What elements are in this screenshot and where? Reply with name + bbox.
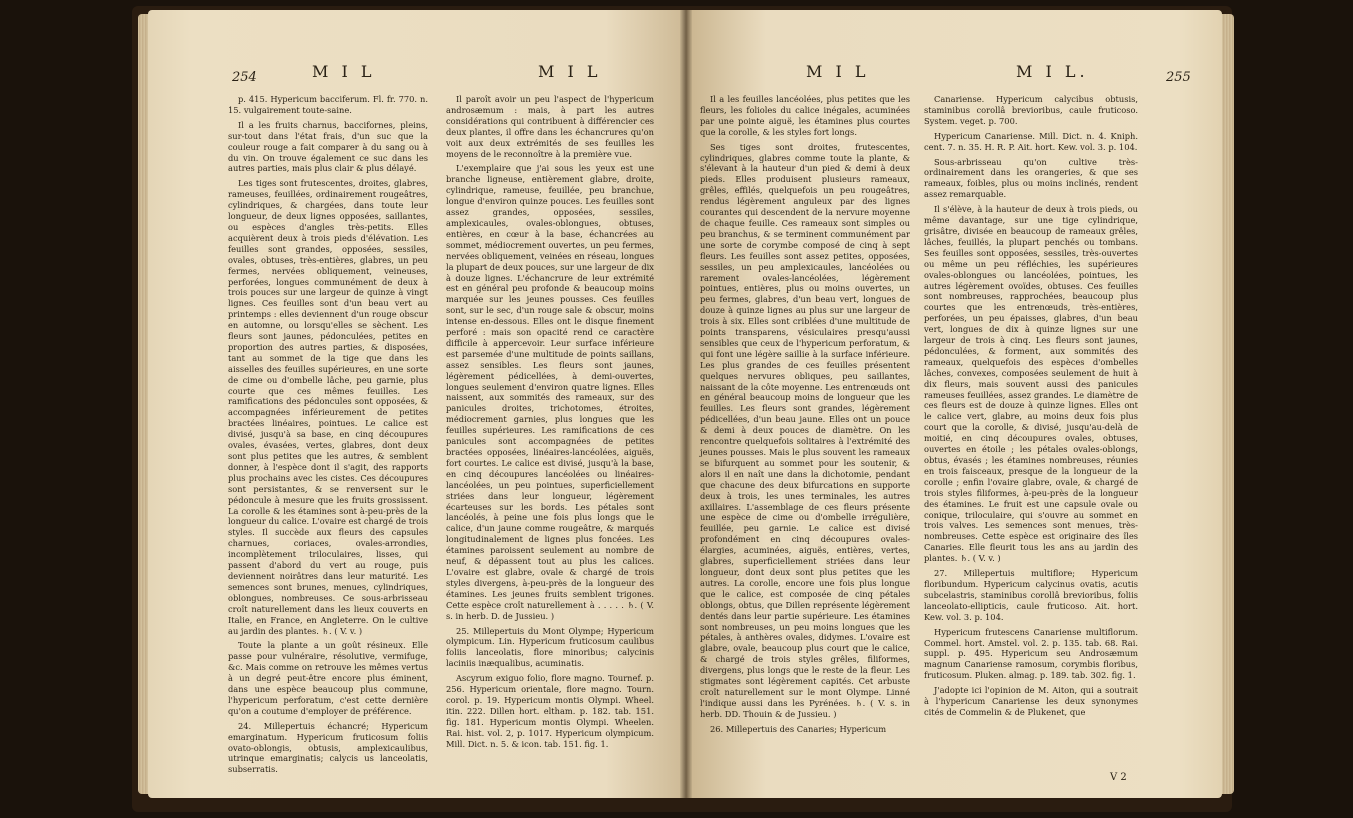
paragraph: 27. Millepertuis multiflore; Hypericum floribundum. Hypericum calycinus ovatis, acutis subcelastris, staminibus corollâ brevioribus, foliis lanceolato-ellipticis, caule fruticoso. Ait. hort. Kew. vol. 3. p. 104. xyxy=(924,568,1138,622)
paragraph: J'adopte ici l'opinion de M. Aiton, qui a soutrait à l'hypericum Canariense les deux synonymes cités de Commelin & de Plukenet, que xyxy=(924,685,1138,717)
page-edges-right xyxy=(1222,14,1234,794)
paragraph: Toute la plante a un goût résineux. Elle passe pour vulnéraire, résolutive, vermifuge, &c. Mais comme on retrouve les mêmes vertus à un degré peut-être encore plus éminent, dans une espèce beaucoup plus commune, l'hypericum perforatum, c'est cette dernière qu'on a coutume d'employer de préférence. xyxy=(228,640,428,716)
paragraph: 24. Millepertuis échancré; Hypericum emarginatum. Hypericum fruticosum foliis ovato-oblongis, obtusis, amplexicaulibus, utrinque emarginatis; calycis us lanceolatis, subserratis. xyxy=(228,720,428,775)
paragraph: Il a les fruits charnus, baccifornes, pleins, sur-tout dans l'état frais, d'un suc que la couleur rouge a fait comparer à du sang ou à du vin. On trouve également ce suc dans les autres parties, mais plus clair & plus délayé. xyxy=(228,119,428,174)
right-page-column-1 xyxy=(700,94,910,739)
right-page-number: 255 xyxy=(1166,70,1191,85)
paragraph: Il paroît avoir un peu l'aspect de l'hypericum androsæmum : mais, à part les autres considérations qui contribuent à différencier ces deux plantes, il offre dans les échancrures qu'on voit aux deux extrémités de ses feuilles les moyens de le reconnoître à la première vue. xyxy=(446,94,654,159)
paragraph: p. 415. Hypericum bacciferum. Fl. fr. 770. n. 15. vulgairement toute-saine. xyxy=(228,94,428,115)
paragraph: Hypericum Canariense. Mill. Dict. n. 4. Kniph. cent. 7. n. 35. H. R. P. Ait. hort. Kew. vol. 3. p. 104. xyxy=(924,130,1138,152)
book-gutter xyxy=(680,10,692,798)
paragraph: Il a les feuilles lancéolées, plus petites que les fleurs, les folioles du calice inégales, acuminées par une pointe aiguë, les étamines plus courtes que la corolle, & les styles fort longs. xyxy=(700,94,910,137)
paragraph: Sous-arbrisseau qu'on cultive très-ordinairement dans les orangeries, & que ses rameaux, foibles, plus ou moins inclinés, rendent assez remarquable. xyxy=(924,156,1138,200)
paragraph: Les tiges sont frutescentes, droites, glabres, rameuses, feuillées, ordinairement rougeâtres, cylindriques, & chargées, dans toute leur longueur, de deux lignes opposées, saillantes, ou espèces d'angles très-petits. Elles acquièrent deux à trois pieds d'élévation. Les feuilles sont grandes, opposées, sessiles, ovales, obtuses, très-entières, glabres, un peu fermes, nervées obliquement, veineuses, perforées, longues communément de deux à trois pouces sur une largeur de quinze à vingt lignes. Ces feuilles sont d'un beau vert au printemps : elles deviennent d'un rouge obscur en automne, ou lorsqu'elles se sèchent. Les fleurs sont jaunes, pédonculées, petites en proportion des autres parties, & disposées, tant au sommet de la tige que dans les aisselles des feuilles supérieures, en une sorte de cime ou d'ombelle lâche, peu garnie, plus courte que ces mêmes feuilles. Les ramifications des pédoncules sont opposées, & accompagnées inférieurement de petites bractées linéaires, pointues. Le calice est divisé, jusqu'à sa base, en cinq découpures ovales, évasées, vertes, glabres, dont deux sont plus petites que les autres, & semblent donner, à l'espèce dont il s'agit, des rapports plus prochains avec les cistes. Ces découpures sont persistantes, & se renversent sur le pédoncule à mesure que les fruits grossissent. La corolle & les étamines sont à-peu-près de la longueur du calice. L'ovaire est chargé de trois styles. Il succède aux fleurs des capsules charnues, coriaces, ovales-arrondies, incomplètement triloculaires, lisses, qui passent d'abord du vert au rouge, puis deviennent noirâtres dans leur maturité. Les semences sont brunes, menues, cylindriques, oblongues, nombreuses. Ce sous-arbrisseau croît naturellement dans les lieux couverts en Italie, en France, en Angleterre. On le cultive au jardin des plantes. ♄. ( V. v. ) xyxy=(228,178,428,636)
signature-mark: V 2 xyxy=(1110,772,1127,783)
left-page-column-2 xyxy=(446,94,654,753)
right-page-column-2 xyxy=(924,94,1138,722)
paragraph: Ascyrum exiguo folio, flore magno. Tournef. p. 256. Hypericum orientale, flore magno. Tourn. corol. p. 19. Hypericum montis Olympi. Wheel. itin. 222. Dillen hort. eltham. p. 182. tab. 151. fig. 181. Hypericum montis Olympi. Wheelen. Rai. hist. vol. 2, p. 1017. Hypericum olympicum. Mill. Dict. n. 5. & icon. tab. 151. fig. 1. xyxy=(446,673,654,749)
paragraph: Hypericum frutescens Canariense multiflorum. Commel. hort. Amstel. vol. 2. p. 135. tab. 68. Rai. suppl. p. 495. Hypericum seu Androsæmum magnum Canariense ramosum, corymbis floribus, fruticosum. Pluken. almag. p. 189. tab. 302. fig. 1. xyxy=(924,626,1138,681)
right-page-title-left: M I L xyxy=(806,62,870,81)
left-page-number: 254 xyxy=(232,70,257,85)
paragraph: 26. Millepertuis des Canaries; Hypericum xyxy=(710,723,887,734)
right-page xyxy=(686,10,1222,798)
paragraph: Canariense. Hypericum calycibus obtusis, staminibus corollâ brevioribus, caule fruticoso. System. veget. p. 700. xyxy=(924,94,1138,126)
paragraph: Ses tiges sont droites, frutescentes, cylindriques, glabres comme toute la plante, & s'élevant à la hauteur d'un pied & demi à deux pieds. Elles produisent plusieurs rameaux, grêles, effilés, quelquefois un peu rougeâtres, rendus légèrement anguleux par des lignes courantes qui descendent de la nervure moyenne de chaque feuille. Ces rameaux sont simples ou peu branchus, & se terminent communément par une sorte de corymbe composé de cinq à sept fleurs. Les feuilles sont assez petites, opposées, sessiles, un peu amplexicaules, lancéolées ou rarement ovales-lancéolées, légèrement pointues, entières, plus ou moins ouvertes, un peu fermes, glabres, d'un beau vert, longues de douze à quinze lignes au plus sur une largeur de trois à six. Elles sont criblées d'une multitude de points transparens, vésiculaires presqu'aussi sensibles que ceux de l'hypericum perforatum, & qui font une légère saillie à la surface inférieure. Les plus grandes de ces feuilles présentent quelques nervures obliques, peu saillantes, naissant de la côte moyenne. Les entrenœuds ont en général beaucoup moins de longueur que les feuilles. Les fleurs sont grandes, légèrement pédicellées, d'un beau jaune. Elles ont un pouce & demi à deux pouces de diamètre. On les rencontre quelquefois solitaires à l'extrémité des jeunes pousses. Mais le plus souvent les rameaux se bifurquent au sommet pour les soutenir, & alors il en naît une dans la dichotomie, pendant que chacune des deux bifurcations en supporte deux à trois, les unes terminales, les autres axillaires. L'assemblage de ces fleurs présente une espèce de cime ou d'ombelle irrégulière, feuillée, peu garnie. Le calice est divisé profondément en cinq découpures ovales-élargies, acuminées, aiguës, entières, vertes, glabres, superficiellement striées dans leur longueur, dont deux sont plus petites que les autres. La corolle, encore une fois plus longue que le calice, est composée de cinq pétales oblongs, obtus, que Dillen représente légèrement dentés dans leur partie supérieure. Les étamines sont nombreuses, un peu moins longues que les pétales, à anthères ovales, didymes. L'ovaire est glabre, ovale, beaucoup plus court que le calice, & chargé de trois styles grêles, filiformes, divergens, plus longs que le reste de la fleur. Les stigmates sont légèrement capités. Cet arbuste croît naturellement sur le mont Olympe. Linné l'indique aussi dans les Pyrénées. ♄. ( V. s. in herb. DD. Thouin & de Jussieu. ) xyxy=(700,141,910,719)
left-page xyxy=(148,10,686,798)
paragraph: Il s'élève, à la hauteur de deux à trois pieds, ou même davantage, sur une tige cylindrique, grisâtre, divisée en beaucoup de rameaux grêles, lâches, feuillés, la plupart penchés ou tombans. Ses feuilles sont opposées, sessiles, très-ouvertes ou même un peu réfléchies, les supérieures ovales-oblongues ou lancéolées, pointues, les autres légèrement ovoïdes, obtuses. Ces feuilles sont nombreuses, rapprochées, beaucoup plus courtes que les entrenœuds, très-entières, perforées, un peu épaisses, glabres, d'un beau vert, longues de dix à quinze lignes sur une largeur de trois à cinq. Les fleurs sont jaunes, pédonculées, & forment, aux sommités des rameaux, quelquefois des espèces d'ombelles lâches, convexes, composées seulement de huit à dix fleurs, mais souvent aussi des panicules rameuses feuillées, assez grandes. Le diamètre de ces fleurs est de douze à quinze lignes. Elles ont le calice vert, glabre, au moins deux fois plus court que la corolle, & divisé, jusqu'au-delà de moitié, en cinq découpures ovales, obtuses, ouvertes en étoile ; les pétales ovales-oblongs, obtus, évasés ; les étamines nombreuses, réunies en trois faisceaux, presque de la longueur de la corolle ; enfin l'ovaire glabre, ovale, & chargé de trois styles filiformes, à-peu-près de la longueur des étamines. Le fruit est une capsule ovale ou conique, triloculaire, qui s'ouvre au sommet en trois valves. Les semences sont menues, très-nombreuses. Cette espèce est originaire des îles Canaries. Elle fleurit tous les ans au jardin des plantes. ♄. ( V. v. ) xyxy=(924,204,1138,564)
right-page-title-right: M I L. xyxy=(1016,62,1089,81)
paragraph: 25. Millepertuis du Mont Olympe; Hypericum olympicum. Lin. Hypericum fruticosum caulibus foliis lanceolatis, flore minoribus; calycinis laciniis inæqualibus, acuminatis. xyxy=(446,625,654,669)
left-page-column-1 xyxy=(228,94,428,779)
paragraph: L'exemplaire que j'ai sous les yeux est une branche ligneuse, entièrement glabre, droite, cylindrique, rameuse, feuillée, peu branchue, longue d'environ quinze pouces. Les feuilles sont assez grandes, opposées, sessiles, amplexicaules, ovales-oblongues, obtuses, entières, en cœur à la base, échancrées au sommet, médiocrement ouvertes, un peu fermes, nervées obliquement, veinées en réseau, longues la plupart de deux pouces, sur une largeur de dix à douze lignes. L'échancrure de leur extrémité est en général peu profonde & beaucoup moins marquée sur les jeunes pousses. Ces feuilles sont, sur le sec, d'un rouge sale & obscur, moins intense en-dessous. Elles ont le disque finement perforé : mais son opacité rend ce caractère difficile à appercevoir. Leur surface inférieure est parsemée d'une multitude de points saillans, assez sensibles. Les fleurs sont jaunes, légèrement pédicellées, à demi-ouvertes, longues seulement d'environ quatre lignes. Elles naissent, aux sommités des rameaux, sur des panicules droites, trichotomes, étroites, médiocrement garnies, plus longues que les feuilles supérieures. Les ramifications de ces panicules sont accompagnées de petites bractées opposées, linéaires-lancéolées, aiguës, fort courtes. Le calice est divisé, jusqu'à la base, en cinq découpures lancéolées ou linéaires-lancéolées, un peu pointues, superficiellement striées dans leur longueur, légèrement écarteuses sur les bords. Les pétales sont lancéolés, à peine une fois plus longs que le calice, d'un jaune comme rougeâtre, & marqués longitudinalement de lignes plus foncées. Les étamines paroissent seulement au nombre de neuf, & dépassent tout au plus les calices. L'ovaire est glabre, ovale & chargé de trois styles divergens, à-peu-près de la longueur des étamines. Les jeunes fruits semblent trigones. Cette espèce croît naturellement à . . . . . ♄. ( V. s. in herb. D. de Jussieu. ) xyxy=(446,163,654,621)
left-page-title-right: M I L xyxy=(538,62,602,81)
left-page-title-left: M I L xyxy=(312,62,376,81)
